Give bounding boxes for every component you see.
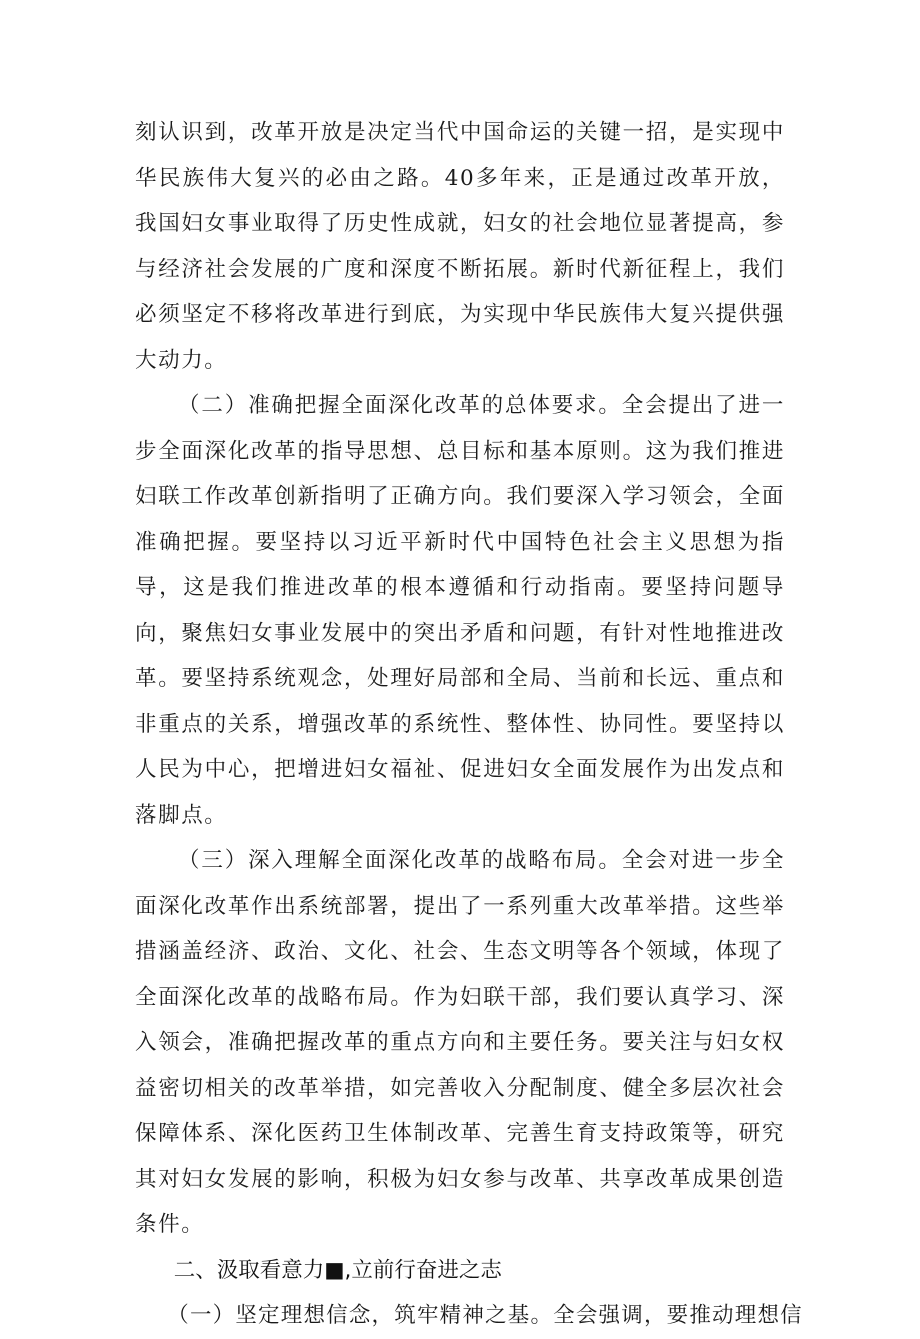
paragraph-next-section: （一）坚定理想信念，筑牢精神之基。全会强调，要推动理想信 [167, 1303, 803, 1328]
paragraph-section-3: （三）深入理解全面深化改革的战略布局。全会对进一步全面深化改革作出系统部署，提出了一系列重大改革举措。这些举措涵盖经济、政治、文化、社会、生态文明等各个领域，体现了全面深化改革的战略布局。作为妇联干部，我们要认真学习、深入领会，准确把握改革的重点方向和主要任务。要关注与妇女权益密切相关的改革举措，如完善收入分配制度、健全多层次社会保障体系、深化医药卫生体制改革、完善生育支持政策等，研究其对妇女发展的影响，积极为妇女参与改革、共享改革成果创造条件。 [135, 848, 785, 1237]
paragraph-continued: 刻认识到，改革开放是决定当代中国命运的关键一招，是实现中华民族伟大复兴的必由之路。40多年来，正是通过改革开放，我国妇女事业取得了历史性成就，妇女的社会地位显著提高，参与经济社会发展的广度和深度不断拓展。新时代新征程上，我们必须坚定不移将改革进行到底，为实现中华民族伟大复兴提供强大动力。 [135, 120, 785, 373]
paragraph-section-2: （二）准确把握全面深化改革的总体要求。全会提出了进一步全面深化改革的指导思想、总目标和基本原则。这为我们推进妇联工作改革创新指明了正确方向。我们要深入学习领会，全面准确把握。要坚持以习近平新时代中国特色社会主义思想为指导，这是我们推进改革的根本遵循和行动指南。要坚持问题导向，聚焦妇女事业发展中的突出矛盾和问题，有针对性地推进改革。要坚持系统观念，处理好局部和全局、当前和长远、重点和非重点的关系，增强改革的系统性、整体性、协同性。要坚持以人民为中心，把增进妇女福祉、促进妇女全面发展作为出发点和落脚点。 [135, 393, 785, 828]
document-body [135, 110, 803, 1339]
section-heading: 二、汲取看意力■,立前行奋进之志 [173, 1257, 502, 1283]
